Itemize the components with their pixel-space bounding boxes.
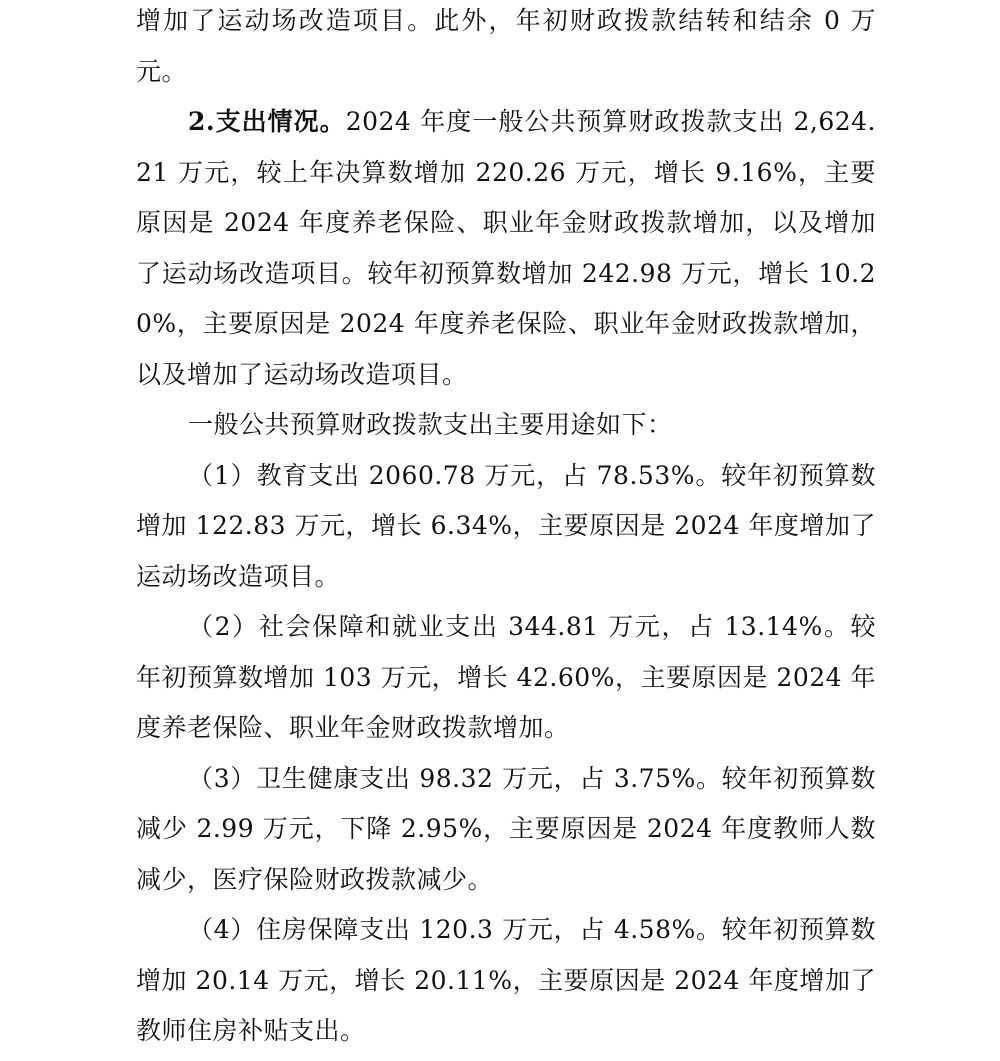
expenditure-section-heading: 2.支出情况。 — [188, 107, 346, 136]
health-expenditure-paragraph: （3）卫生健康支出 98.32 万元，占 3.75%。较年初预算数减少 2.99 万元，下降 2.95%，主要原因是 2024 年度教师人数减少，医疗保险财政拨款减少。 — [136, 763, 876, 894]
document-page — [136, 0, 876, 1061]
education-expenditure-paragraph: （1）教育支出 2060.78 万元，占 78.53%。较年初预算数增加 122.83 万元，增长 6.34%，主要原因是 2024 年度增加了运动场改造项目。 — [136, 460, 876, 591]
expenditure-section-body: 2024 年度一般公共预算财政拨款支出 2,624.21 万元，较上年决算数增加 220.26 万元，增长 9.16%，主要原因是 2024 年度养老保险、职业年金财政拨款增加，以及增加了运动场改造项目。较年初预算数增加 242.98 万元，增长 10.20%，主要原因是 2024 年度养老保险、职业年金财政拨款增加，以及增加了运动场改造项目。 — [136, 107, 876, 389]
housing-expenditure-paragraph: （4）住房保障支出 120.3 万元，占 4.58%。较年初预算数增加 20.14 万元，增长 20.11%，主要原因是 2024 年度增加了教师住房补贴支出。 — [136, 915, 876, 1045]
social-security-expenditure-paragraph: （2）社会保障和就业支出 344.81 万元，占 13.14%。较年初预算数增加 103 万元，增长 42.60%，主要原因是 2024 年度养老保险、职业年金财政拨款增加。 — [136, 612, 876, 742]
uses-intro-paragraph: 一般公共预算财政拨款支出主要用途如下： — [188, 410, 673, 439]
intro-tail-paragraph: 增加了运动场改造项目。此外，年初财政拨款结转和结余 0 万元。 — [136, 6, 876, 86]
expenditure-section-paragraph — [136, 97, 876, 400]
